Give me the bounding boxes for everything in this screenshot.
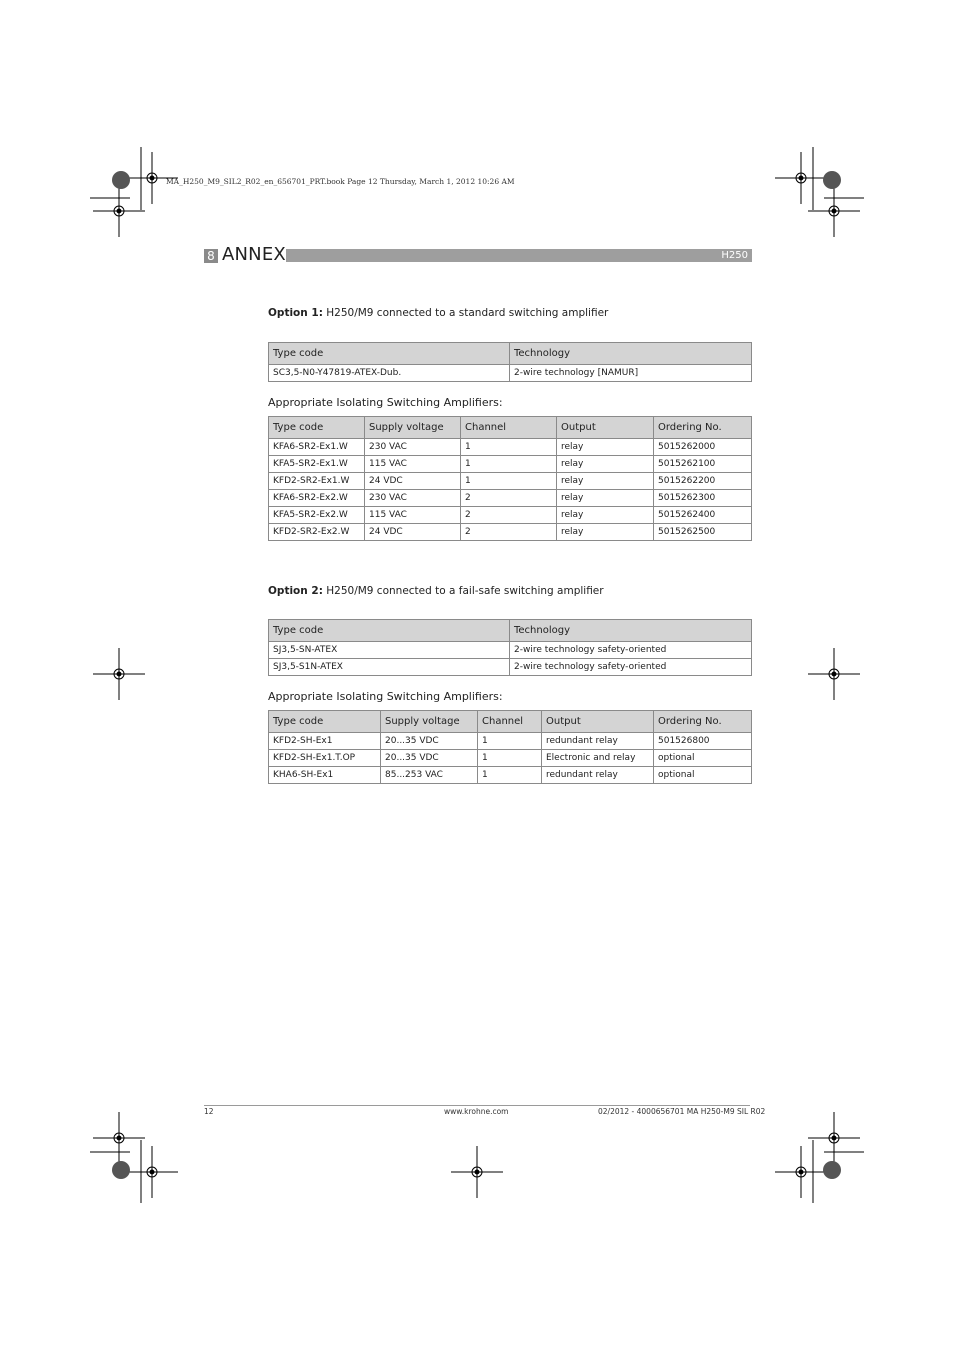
table-row xyxy=(269,490,752,507)
option2-amplifier-table xyxy=(268,710,752,784)
table-cell: 2-wire technology safety-oriented xyxy=(510,642,752,659)
table-cell: 230 VAC xyxy=(365,439,461,456)
table-cell: relay xyxy=(557,439,654,456)
color-swatch-icon xyxy=(112,171,130,189)
table-cell: 5015262300 xyxy=(654,490,752,507)
table-cell: 2-wire technology safety-oriented xyxy=(510,659,752,676)
table-cell: 2 xyxy=(461,524,557,541)
product-name: H250 xyxy=(721,250,748,261)
chapter-title: ANNEX xyxy=(222,244,286,265)
table-row xyxy=(269,439,752,456)
column-header: Output xyxy=(542,711,654,733)
table-cell: 1 xyxy=(478,767,542,784)
table-cell: 85...253 VAC xyxy=(381,767,478,784)
table-cell: redundant relay xyxy=(542,767,654,784)
table-cell: 5015262200 xyxy=(654,473,752,490)
table-cell: 115 VAC xyxy=(365,507,461,524)
table-row xyxy=(269,642,752,659)
option1-text: H250/M9 connected to a standard switching amplifier xyxy=(322,307,609,319)
table-cell: KFA6-SR2-Ex2.W xyxy=(269,490,365,507)
option2-amplifiers-title: Appropriate Isolating Switching Amplifiers: xyxy=(268,690,503,703)
registration-target-icon xyxy=(775,152,827,204)
table-row xyxy=(269,733,752,750)
table-cell: relay xyxy=(557,507,654,524)
table-row xyxy=(269,507,752,524)
table-cell: KFD2-SH-Ex1 xyxy=(269,733,381,750)
option2-line xyxy=(268,585,604,597)
option1-type-table xyxy=(268,342,752,382)
table-cell: KFA5-SR2-Ex2.W xyxy=(269,507,365,524)
column-header: Type code xyxy=(269,417,365,439)
column-header: Type code xyxy=(269,620,510,642)
table-cell: 2 xyxy=(461,507,557,524)
registration-target-icon xyxy=(775,1146,827,1198)
column-header: Technology xyxy=(510,620,752,642)
footer-website-link[interactable]: www.krohne.com xyxy=(444,1107,509,1116)
table-cell: KFA5-SR2-Ex1.W xyxy=(269,456,365,473)
table-cell: 2 xyxy=(461,490,557,507)
option1-line xyxy=(268,307,608,319)
column-header: Ordering No. xyxy=(654,417,752,439)
table-cell: 5015262500 xyxy=(654,524,752,541)
table-cell: Electronic and relay xyxy=(542,750,654,767)
column-header: Type code xyxy=(269,711,381,733)
column-header: Supply voltage xyxy=(365,417,461,439)
table-cell: 1 xyxy=(478,733,542,750)
column-header: Ordering No. xyxy=(654,711,752,733)
table-cell: 1 xyxy=(478,750,542,767)
table-cell: relay xyxy=(557,473,654,490)
table-cell: KHA6-SH-Ex1 xyxy=(269,767,381,784)
color-swatch-icon xyxy=(112,1161,130,1179)
table-cell: relay xyxy=(557,456,654,473)
table-cell: optional xyxy=(654,750,752,767)
table-row xyxy=(269,365,752,382)
footer-divider xyxy=(204,1105,750,1106)
column-header: Channel xyxy=(478,711,542,733)
table-cell: KFD2-SR2-Ex1.W xyxy=(269,473,365,490)
registration-target-icon xyxy=(808,185,860,237)
column-header: Supply voltage xyxy=(381,711,478,733)
table-row xyxy=(269,767,752,784)
table-row xyxy=(269,456,752,473)
table-cell: KFD2-SH-Ex1.T.OP xyxy=(269,750,381,767)
chapter-number-badge: 8 xyxy=(204,249,218,263)
table-cell: 24 VDC xyxy=(365,473,461,490)
table-cell: 1 xyxy=(461,439,557,456)
footer-document-reference: 02/2012 - 4000656701 MA H250-M9 SIL R02 xyxy=(598,1107,766,1116)
table-cell: 501526800 xyxy=(654,733,752,750)
table-cell: 1 xyxy=(461,473,557,490)
column-header: Channel xyxy=(461,417,557,439)
table-cell: 20...35 VDC xyxy=(381,750,478,767)
option1-label: Option 1: xyxy=(268,307,323,319)
table-row xyxy=(269,524,752,541)
option1-amplifiers-title: Appropriate Isolating Switching Amplifiers: xyxy=(268,396,503,409)
table-row xyxy=(269,659,752,676)
table-cell: KFD2-SR2-Ex2.W xyxy=(269,524,365,541)
registration-target-icon xyxy=(451,1146,503,1198)
registration-target-icon xyxy=(93,185,145,237)
registration-target-icon xyxy=(93,1112,145,1164)
registration-target-icon xyxy=(808,648,860,700)
column-header: Technology xyxy=(510,343,752,365)
footer-page-number: 12 xyxy=(204,1107,214,1116)
table-cell: 20...35 VDC xyxy=(381,733,478,750)
table-cell: SJ3,5-S1N-ATEX xyxy=(269,659,510,676)
option2-label: Option 2: xyxy=(268,585,323,597)
color-swatch-icon xyxy=(823,1161,841,1179)
print-info-line: MA_H250_M9_SIL2_R02_en_656701_PRT.book Page 12 Thursday, March 1, 2012 10:26 AM xyxy=(166,177,515,186)
table-cell: 115 VAC xyxy=(365,456,461,473)
table-cell: KFA6-SR2-Ex1.W xyxy=(269,439,365,456)
column-header: Output xyxy=(557,417,654,439)
table-cell: SC3,5-N0-Y47819-ATEX-Dub. xyxy=(269,365,510,382)
color-swatch-icon xyxy=(823,171,841,189)
option1-amplifier-table xyxy=(268,416,752,541)
table-cell: relay xyxy=(557,490,654,507)
table-cell: 24 VDC xyxy=(365,524,461,541)
table-cell: 5015262000 xyxy=(654,439,752,456)
table-cell: 2-wire technology [NAMUR] xyxy=(510,365,752,382)
table-cell: relay xyxy=(557,524,654,541)
table-cell: SJ3,5-SN-ATEX xyxy=(269,642,510,659)
table-row xyxy=(269,750,752,767)
table-cell: 5015262100 xyxy=(654,456,752,473)
table-cell: redundant relay xyxy=(542,733,654,750)
option2-text: H250/M9 connected to a fail-safe switching amplifier xyxy=(322,585,604,597)
table-cell: 230 VAC xyxy=(365,490,461,507)
table-cell: optional xyxy=(654,767,752,784)
option2-type-table xyxy=(268,619,752,676)
header-bar xyxy=(286,249,752,262)
registration-target-icon xyxy=(808,1112,860,1164)
column-header: Type code xyxy=(269,343,510,365)
registration-target-icon xyxy=(93,648,145,700)
table-cell: 1 xyxy=(461,456,557,473)
registration-target-icon xyxy=(126,1146,178,1198)
table-cell: 5015262400 xyxy=(654,507,752,524)
table-row xyxy=(269,473,752,490)
